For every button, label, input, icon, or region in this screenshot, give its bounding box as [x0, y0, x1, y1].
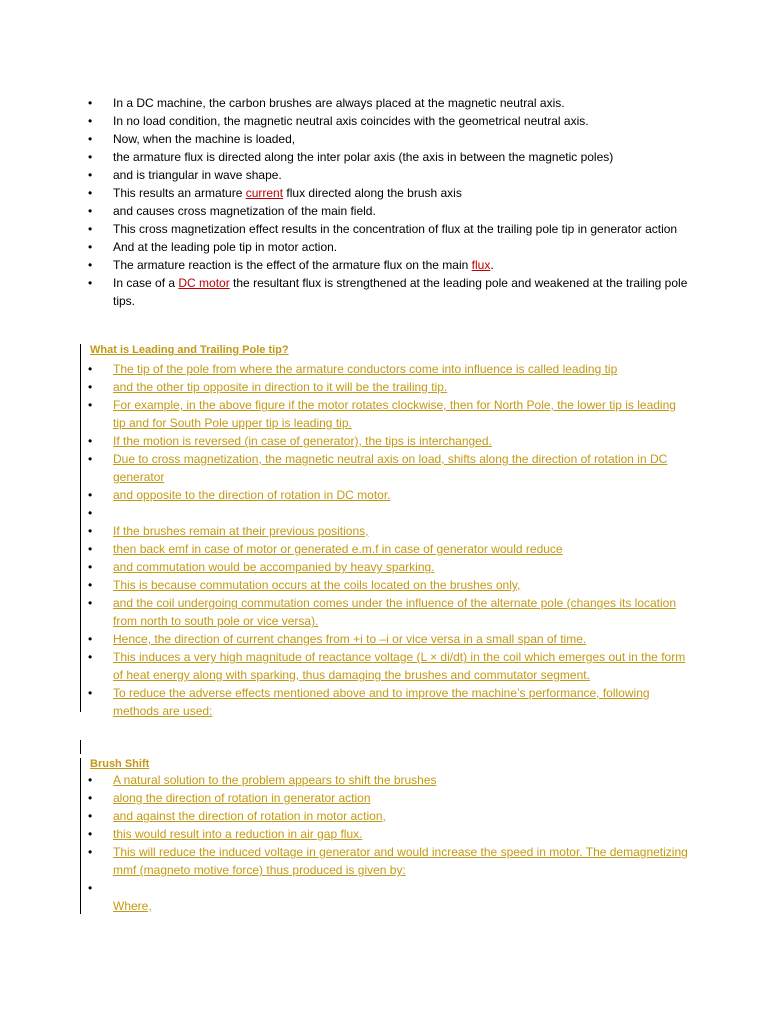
item-text: And at the leading pole tip in motor action. — [113, 240, 338, 254]
bullet-icon: • — [88, 186, 93, 200]
intro-list-item — [88, 112, 688, 130]
item-text: To reduce the adverse effects mentioned above and to improve the machine’s performance, following methods are used: — [113, 686, 650, 718]
bullet-icon: • — [88, 686, 93, 700]
intro-list-item — [88, 166, 688, 184]
intro-list-item — [88, 94, 688, 112]
item-text: the armature flux is directed along the inter polar axis (the axis in between the magnetic poles) — [113, 150, 614, 164]
hyperlink[interactable]: current — [245, 186, 284, 200]
section1-list-item — [88, 540, 688, 558]
bullet-icon: • — [88, 150, 93, 164]
section1-list-item — [88, 594, 688, 630]
bullet-icon: • — [88, 114, 93, 128]
change-bar-1 — [80, 344, 81, 712]
bullet-icon: • — [88, 596, 93, 610]
intro-bullet-list — [88, 94, 688, 310]
item-text: If the motion is reversed (in case of generator), the tips is interchanged. — [113, 434, 492, 448]
section2-list-item — [88, 771, 688, 789]
leading-trailing-bullet-list — [88, 360, 688, 720]
section2-list-item — [88, 825, 688, 843]
item-text: In no load condition, the magnetic neutral axis coincides with the geometrical neutral axis. — [113, 114, 589, 128]
bullet-icon: • — [88, 204, 93, 218]
item-text: The tip of the pole from where the armature conductors come into influence is called leading tip — [113, 362, 618, 376]
bullet-icon: • — [88, 881, 93, 895]
item-text: If the brushes remain at their previous positions, — [113, 524, 369, 538]
intro-list-item — [88, 220, 688, 238]
intro-list-item — [88, 256, 688, 274]
section1-list-item — [88, 360, 688, 378]
bullet-icon: • — [88, 362, 93, 376]
bullet-icon: • — [88, 380, 93, 394]
item-text: . — [490, 258, 494, 272]
section2-list-item — [88, 879, 688, 897]
section2-list-item — [88, 789, 688, 807]
bullet-icon: • — [88, 240, 93, 254]
item-text: and the other tip opposite in direction to it will be the trailing tip. — [113, 380, 448, 394]
bullet-icon: • — [88, 96, 93, 110]
item-text: along the direction of rotation in generator action — [113, 791, 371, 805]
item-text: this would result into a reduction in air gap flux. — [113, 827, 363, 841]
bullet-icon: • — [88, 632, 93, 646]
item-text: This results an armature — [113, 186, 246, 200]
bullet-icon: • — [88, 398, 93, 412]
bullet-icon: • — [88, 578, 93, 592]
section1-list-item — [88, 432, 688, 450]
item-text: Due to cross magnetization, the magnetic neutral axis on load, shifts along the direction of rotation in DC generator — [113, 452, 668, 484]
bullet-icon: • — [88, 524, 93, 538]
item-text: A natural solution to the problem appears to shift the brushes — [113, 773, 437, 787]
item-text: and against the direction of rotation in motor action, — [113, 809, 386, 823]
bullet-icon: • — [88, 650, 93, 664]
item-text: This cross magnetization effect results in the concentration of flux at the trailing pole tip in generator action — [113, 222, 678, 236]
section1-list-item — [88, 378, 688, 396]
item-text: Hence, the direction of current changes from +i to –i or vice versa in a small span of time. — [113, 632, 587, 646]
section1-list-item — [88, 522, 688, 540]
item-text: and causes cross magnetization of the main field. — [113, 204, 376, 218]
change-bar-3 — [80, 758, 81, 914]
bullet-icon: • — [88, 132, 93, 146]
bullet-icon: • — [88, 845, 93, 859]
bullet-icon: • — [88, 827, 93, 841]
bullet-icon: • — [88, 434, 93, 448]
bullet-icon: • — [88, 168, 93, 182]
where-label: Where, — [113, 899, 152, 913]
bullet-icon: • — [88, 488, 93, 502]
hyperlink[interactable]: flux — [471, 258, 491, 272]
hyperlink[interactable]: DC motor — [178, 276, 230, 290]
item-text: the resultant flux is strengthened at the leading pole and weakened at the trailing pole tips. — [113, 276, 688, 308]
bullet-icon: • — [88, 506, 93, 520]
intro-list-item — [88, 130, 688, 148]
section1-list-item — [88, 450, 688, 486]
intro-list-item — [88, 202, 688, 220]
item-text: and opposite to the direction of rotation in DC motor. — [113, 488, 391, 502]
bullet-icon: • — [88, 773, 93, 787]
item-text: Now, when the machine is loaded, — [113, 132, 296, 146]
item-text: In a DC machine, the carbon brushes are always placed at the magnetic neutral axis. — [113, 96, 565, 110]
section1-list-item — [88, 486, 688, 504]
section1-list-item — [88, 684, 688, 720]
section1-list-item — [88, 558, 688, 576]
item-text: The armature reaction is the effect of the armature flux on the main — [113, 258, 472, 272]
bullet-icon: • — [88, 222, 93, 236]
item-text: In case of a — [113, 276, 179, 290]
bullet-icon: • — [88, 258, 93, 272]
bullet-icon: • — [88, 560, 93, 574]
bullet-icon: • — [88, 276, 93, 290]
intro-list-item — [88, 238, 688, 256]
item-text: and is triangular in wave shape. — [113, 168, 282, 182]
bullet-icon: • — [88, 542, 93, 556]
change-bar-2 — [80, 740, 81, 754]
intro-list-item — [88, 148, 688, 166]
item-text: This is because commutation occurs at the coils located on the brushes only, — [113, 578, 521, 592]
intro-list-item — [88, 184, 688, 202]
item-text: and the coil undergoing commutation comes under the influence of the alternate pole (changes its location from north to south pole or vice versa). — [113, 596, 677, 628]
section1-list-item — [88, 648, 688, 684]
item-text: This induces a very high magnitude of reactance voltage (L × di/dt) in the coil which emerges out in the form of heat energy along with sparking, thus damaging the brushes and commutator segment. — [113, 650, 686, 682]
item-text: This will reduce the induced voltage in generator and would increase the speed in motor. The demagnetizing mmf (magneto motive force) thus produced is given by: — [113, 845, 688, 877]
item-text: and commutation would be accompanied by heavy sparking. — [113, 560, 435, 574]
section2-list-item — [88, 843, 688, 879]
item-text: then back emf in case of motor or generated e.m.f in case of generator would reduce — [113, 542, 563, 556]
section1-list-item — [88, 576, 688, 594]
bullet-icon: • — [88, 809, 93, 823]
item-text: flux directed along the brush axis — [283, 186, 462, 200]
section-heading-brush-shift: Brush Shift — [90, 758, 150, 770]
brush-shift-bullet-list — [88, 771, 688, 897]
intro-list-item — [88, 274, 688, 310]
item-text: For example, in the above figure if the motor rotates clockwise, then for North Pole, the lower tip is leading tip and for South Pole upper tip is leading tip. — [113, 398, 676, 430]
section-heading-leading-trailing: What is Leading and Trailing Pole tip? — [90, 344, 289, 356]
section1-list-item — [88, 504, 688, 522]
section2-list-item — [88, 807, 688, 825]
bullet-icon: • — [88, 791, 93, 805]
section1-list-item — [88, 630, 688, 648]
section1-list-item — [88, 396, 688, 432]
bullet-icon: • — [88, 452, 93, 466]
